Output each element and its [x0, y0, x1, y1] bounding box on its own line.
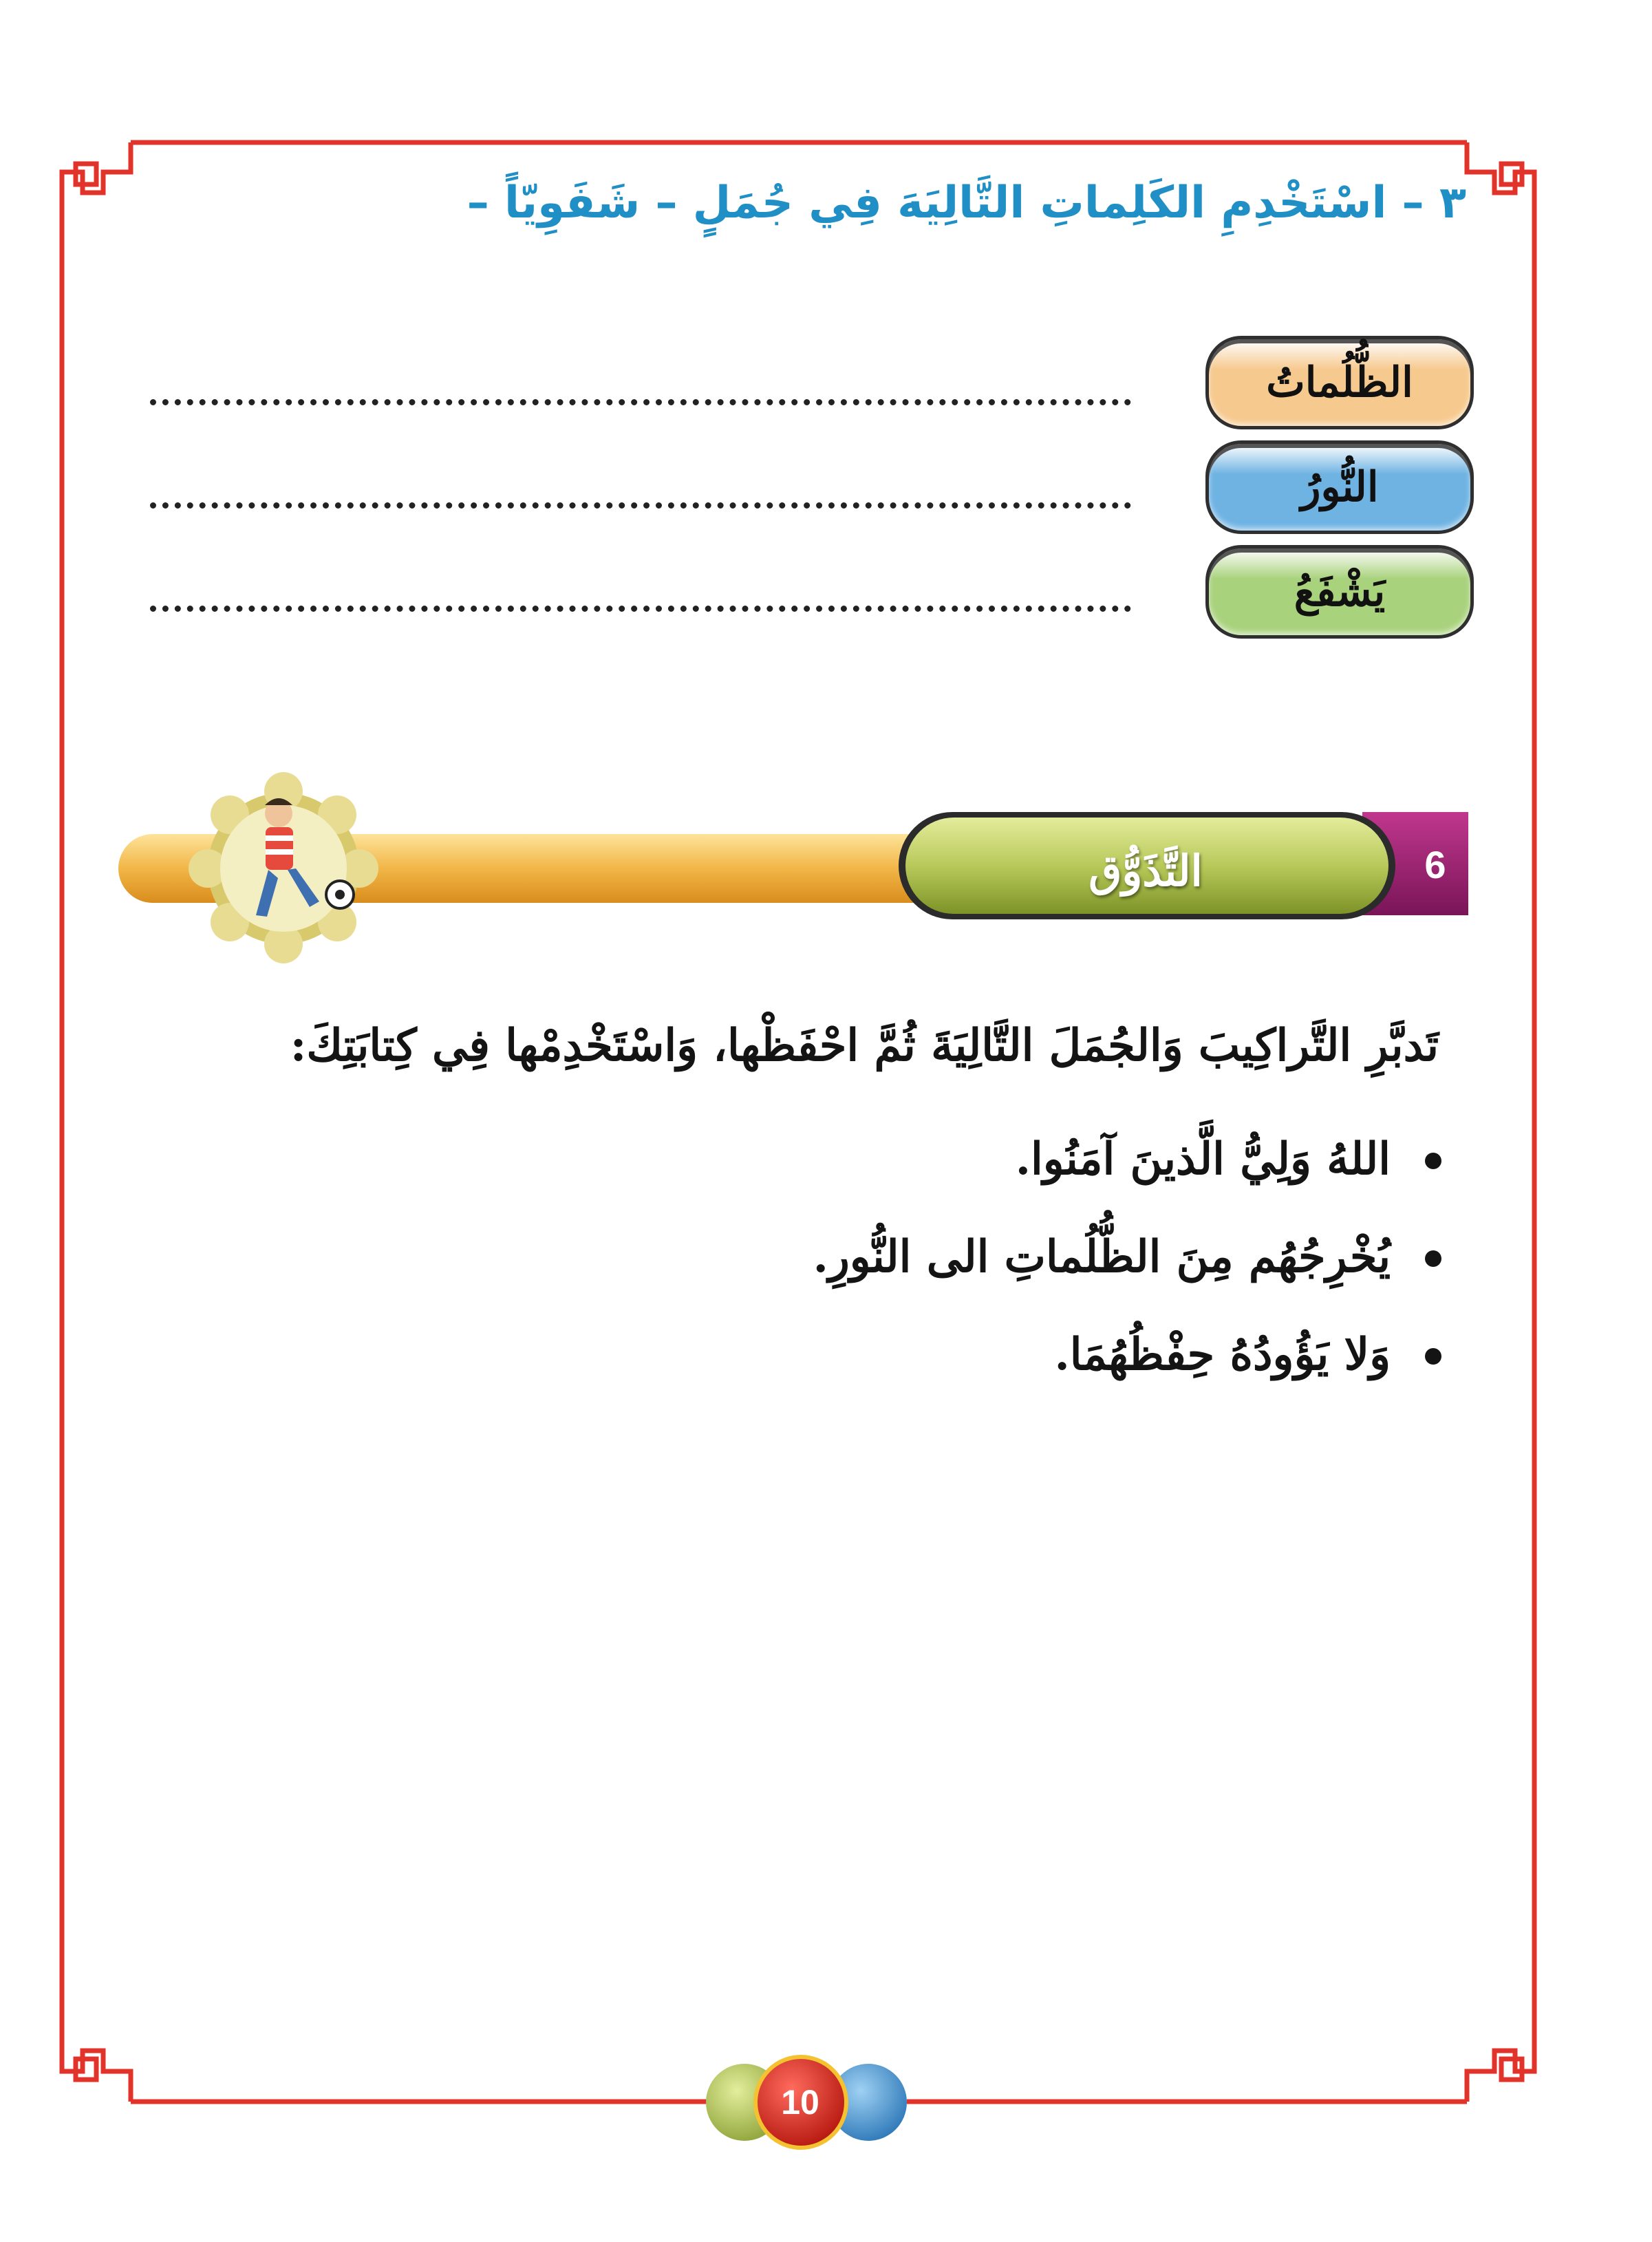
section-number: 6 — [1424, 842, 1446, 886]
section-title: التَّذَوُّق — [1088, 845, 1203, 896]
instruction-text: تَدبَّرِ التَّراكِيبَ وَالجُمَلَ التَّالِيَةَ ثُمَّ احْفَظْها، وَاسْتَخْدِمْها فِي كِتابَتِكَ: — [290, 1020, 1439, 1071]
word-label: يَشْفَعُ — [1294, 568, 1386, 616]
list-item: اللهُ وَلِيُّ الَّذينَ آمَنُوا. — [207, 1125, 1446, 1223]
exercise-text: – اسْتَخْدِمِ الكَلِماتِ التَّالِيَهَ فِي جُمَلٍ – شَفَوِيّاً – — [466, 178, 1424, 228]
page-number: 10 — [781, 2083, 819, 2122]
word-label: الظُّلُماتُ — [1266, 359, 1413, 407]
exercise-number: ٣ — [1439, 178, 1466, 228]
word-label: النُّورُ — [1300, 463, 1379, 511]
list-item: يُخْرِجُهُم مِنَ الظُّلُماتِ الى النُّورِ. — [207, 1223, 1446, 1321]
list-item: وَلا يَؤُودُهُ حِفْظُهُمَا. — [207, 1321, 1446, 1418]
